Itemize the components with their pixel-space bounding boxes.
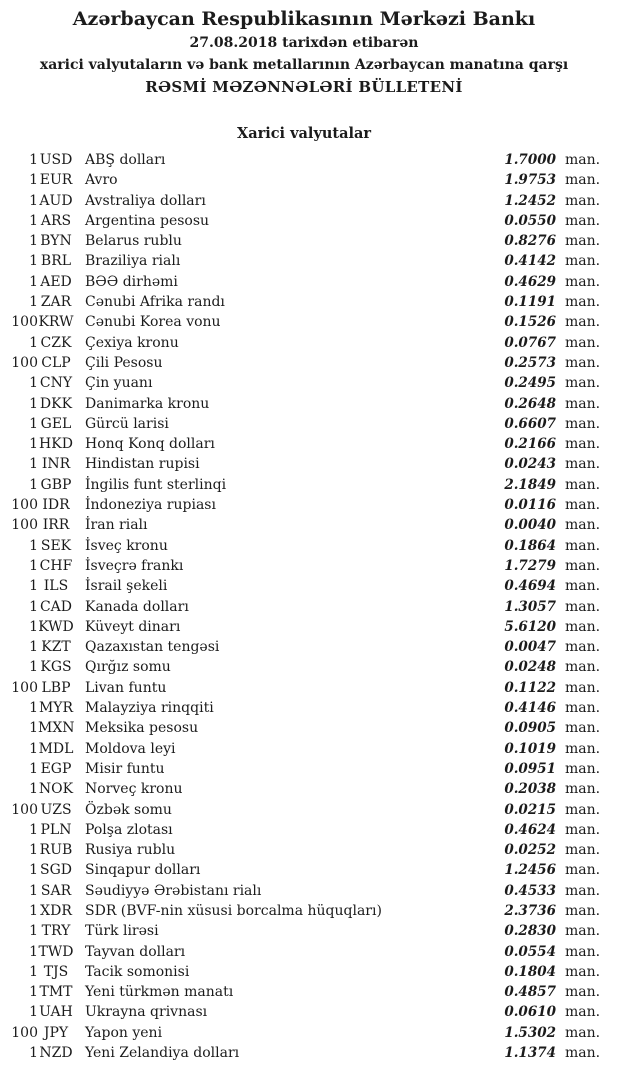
- currency-row-eur: [6, 170, 602, 190]
- currency-quantity: 1: [29, 963, 38, 980]
- currency-unit: man.: [565, 760, 601, 777]
- currency-rate: 0.0248: [504, 659, 556, 676]
- currency-rate: 2.1849: [504, 476, 556, 493]
- currency-unit: man.: [565, 821, 601, 838]
- currency-code: TRY: [41, 923, 71, 940]
- currency-row-ars: [6, 211, 602, 231]
- currency-code: IDR: [42, 497, 70, 514]
- currency-unit: man.: [565, 842, 601, 859]
- currency-rate: 0.0252: [504, 842, 556, 859]
- currency-unit: man.: [565, 212, 601, 229]
- currency-quantity: 1: [29, 1004, 38, 1021]
- currency-row-gel: [6, 414, 602, 434]
- currency-rate: 0.1864: [504, 537, 556, 554]
- currency-code: AUD: [39, 192, 73, 209]
- currency-row-nzd: [6, 1043, 602, 1063]
- currency-quantity: 1: [29, 984, 38, 1001]
- currency-row-brl: [6, 251, 602, 271]
- currency-unit: man.: [565, 1045, 601, 1062]
- currency-rate: 0.4533: [504, 882, 556, 899]
- currency-name: Norveç kronu: [85, 781, 183, 798]
- currency-code: BYN: [40, 233, 72, 250]
- currency-name: Yeni Zelandiya dolları: [85, 1045, 240, 1062]
- currency-rate: 0.2830: [504, 923, 556, 940]
- currency-rate: 1.2456: [504, 862, 556, 879]
- currency-name: Malayziya rinqqiti: [85, 700, 214, 717]
- currency-code: CHF: [39, 557, 73, 574]
- currency-quantity: 1: [29, 334, 38, 351]
- currency-unit: man.: [565, 984, 601, 1001]
- currency-unit: man.: [565, 395, 601, 412]
- currency-name: Avstraliya dolları: [85, 192, 206, 209]
- currency-rate: 0.2166: [504, 436, 556, 453]
- currency-unit: man.: [565, 902, 601, 919]
- currency-rate: 1.9753: [504, 172, 556, 189]
- currency-row-chf: [6, 556, 602, 576]
- currency-code: KGS: [40, 659, 72, 676]
- currency-unit: man.: [565, 679, 601, 696]
- currency-rate: 0.0550: [504, 212, 556, 229]
- currency-name: Cənubi Korea vonu: [85, 314, 221, 331]
- currency-quantity: 100: [11, 679, 38, 696]
- currency-row-cad: [6, 597, 602, 617]
- currency-code: GBP: [40, 476, 72, 493]
- currency-quantity: 1: [29, 618, 38, 635]
- currency-row-tmt: [6, 982, 602, 1002]
- currency-quantity: 100: [11, 354, 38, 371]
- currency-code: ZAR: [40, 294, 72, 311]
- currency-code: BRL: [40, 253, 72, 270]
- currency-code: RUB: [39, 842, 73, 859]
- currency-quantity: 1: [29, 902, 38, 919]
- currency-rate: 0.4142: [504, 253, 556, 270]
- currency-code: NOK: [38, 781, 74, 798]
- currency-rate: 0.0767: [504, 334, 556, 351]
- currency-unit: man.: [565, 273, 601, 290]
- currency-name: Belarus rublu: [85, 233, 182, 250]
- currency-quantity: 1: [29, 821, 38, 838]
- currency-row-mxn: [6, 718, 602, 738]
- currency-code: KWD: [38, 618, 74, 635]
- currency-unit: man.: [565, 557, 601, 574]
- currency-name: Səudiyyə Ərəbistanı rialı: [85, 882, 262, 899]
- currency-row-hkd: [6, 434, 602, 454]
- currency-rate: 0.1191: [504, 294, 556, 311]
- currency-name: Çili Pesosu: [85, 354, 163, 371]
- currency-name: Çin yuanı: [85, 375, 153, 392]
- currency-name: Polşa zlotası: [85, 821, 173, 838]
- currency-code: KRW: [38, 314, 74, 331]
- currency-rate: 0.4146: [504, 700, 556, 717]
- currency-name: Gürcü larisi: [85, 415, 169, 432]
- currency-row-uzs: [6, 800, 602, 820]
- currency-quantity: 1: [29, 375, 38, 392]
- currency-name: Danimarka kronu: [85, 395, 210, 412]
- currency-quantity: 1: [29, 842, 38, 859]
- currency-unit: man.: [565, 923, 601, 940]
- currency-quantity: 1: [29, 192, 38, 209]
- currency-quantity: 100: [11, 1024, 38, 1041]
- currency-unit: man.: [565, 943, 601, 960]
- currency-name: Rusiya rublu: [85, 842, 176, 859]
- currency-unit: man.: [565, 1024, 601, 1041]
- currency-quantity: 1: [29, 294, 38, 311]
- currency-rate: 1.1374: [504, 1045, 556, 1062]
- currency-unit: man.: [565, 253, 601, 270]
- currency-rate: 0.1019: [504, 740, 556, 757]
- currency-name: Livan funtu: [85, 679, 167, 696]
- currency-code: EGP: [40, 760, 72, 777]
- currency-unit: man.: [565, 476, 601, 493]
- currency-unit: man.: [565, 740, 601, 757]
- currency-unit: man.: [565, 963, 601, 980]
- currency-code: KZT: [41, 639, 71, 656]
- currency-quantity: 1: [29, 862, 38, 879]
- currency-code: GEL: [40, 415, 72, 432]
- currency-name: Tayvan dolları: [85, 943, 186, 960]
- currency-name: Türk lirəsi: [85, 923, 159, 940]
- currency-quantity: 1: [29, 598, 38, 615]
- currency-code: PLN: [40, 821, 72, 838]
- currency-unit: man.: [565, 801, 601, 818]
- currency-rate: 0.1804: [504, 963, 556, 980]
- currency-name: İndoneziya rupiası: [85, 497, 216, 514]
- currency-unit: man.: [565, 294, 601, 311]
- currency-rate: 0.8276: [504, 233, 556, 250]
- currency-name: Braziliya rialı: [85, 253, 181, 270]
- currency-rate: 0.1526: [504, 314, 556, 331]
- currency-quantity: 100: [11, 314, 38, 331]
- currency-code: ARS: [40, 212, 72, 229]
- currency-quantity: 100: [11, 497, 38, 514]
- currency-rate: 0.0905: [504, 720, 556, 737]
- currency-row-czk: [6, 333, 602, 353]
- currency-code: CZK: [40, 334, 72, 351]
- currency-quantity: 1: [29, 781, 38, 798]
- currency-unit: man.: [565, 700, 601, 717]
- currency-quantity: 1: [29, 882, 38, 899]
- currency-unit: man.: [565, 882, 601, 899]
- currency-quantity: 1: [29, 395, 38, 412]
- currency-unit: man.: [565, 192, 601, 209]
- currency-unit: man.: [565, 415, 601, 432]
- currency-code: HKD: [39, 436, 73, 453]
- currency-unit: man.: [565, 517, 601, 534]
- currency-rate: 1.7279: [504, 557, 556, 574]
- currency-rate: 5.6120: [504, 618, 556, 635]
- currency-unit: man.: [565, 862, 601, 879]
- currency-unit: man.: [565, 659, 601, 676]
- currency-rate: 0.2038: [504, 781, 556, 798]
- currency-code: NZD: [39, 1045, 73, 1062]
- currency-quantity: 1: [29, 943, 38, 960]
- currency-rate: 0.4629: [504, 273, 556, 290]
- currency-row-inr: [6, 454, 602, 474]
- currency-row-kzt: [6, 637, 602, 657]
- currency-rate: 0.4694: [504, 578, 556, 595]
- currency-row-zar: [6, 292, 602, 312]
- currency-code: JPY: [43, 1024, 69, 1041]
- currency-name: İran rialı: [85, 517, 148, 534]
- currency-row-idr: [6, 495, 602, 515]
- currency-name: Qazaxıstan tengəsi: [85, 639, 220, 656]
- currency-row-aud: [6, 191, 602, 211]
- currency-quantity: 1: [29, 476, 38, 493]
- currency-row-sar: [6, 881, 602, 901]
- currency-quantity: 1: [29, 557, 38, 574]
- currency-quantity: 1: [29, 578, 38, 595]
- currency-quantity: 1: [29, 923, 38, 940]
- currency-rate: 0.0047: [504, 639, 556, 656]
- currency-row-cny: [6, 373, 602, 393]
- currency-row-krw: [6, 312, 602, 332]
- effective-date-line: 27.08.2018 tarixdən etibarən: [189, 35, 419, 51]
- currency-name: İngilis funt sterlinqi: [85, 476, 227, 493]
- currency-rate: 0.6607: [504, 415, 556, 432]
- currency-quantity: 1: [29, 415, 38, 432]
- currency-rate: 0.2573: [504, 354, 556, 371]
- currency-quantity: 1: [29, 720, 38, 737]
- currency-name: Sinqapur dolları: [85, 862, 201, 879]
- currency-rates-table: [6, 150, 602, 1063]
- currency-code: USD: [39, 152, 73, 168]
- currency-row-tjs: [6, 962, 602, 982]
- currency-code: TJS: [43, 963, 69, 980]
- currency-row-uah: [6, 1002, 602, 1022]
- currency-name: ABŞ dolları: [85, 152, 166, 168]
- currency-code: UZS: [40, 801, 72, 818]
- currency-name: İsveçrə frankı: [85, 557, 184, 574]
- currency-name: Argentina pesosu: [85, 212, 210, 229]
- currency-rate: 0.0243: [504, 456, 556, 473]
- currency-quantity: 1: [29, 760, 38, 777]
- currency-row-egp: [6, 759, 602, 779]
- currency-unit: man.: [565, 233, 601, 250]
- currency-unit: man.: [565, 720, 601, 737]
- currency-row-aed: [6, 272, 602, 292]
- currency-unit: man.: [565, 436, 601, 453]
- currency-row-xdr: [6, 901, 602, 921]
- currency-code: CAD: [39, 598, 73, 615]
- currency-unit: man.: [565, 497, 601, 514]
- currency-unit: man.: [565, 354, 601, 371]
- currency-rate: 0.0116: [504, 497, 556, 514]
- currency-unit: man.: [565, 375, 601, 392]
- currency-row-kwd: [6, 617, 602, 637]
- currency-row-try: [6, 921, 602, 941]
- currency-unit: man.: [565, 152, 601, 168]
- currency-name: Cənubi Afrika randı: [85, 294, 225, 311]
- currency-name: Meksika pesosu: [85, 720, 199, 737]
- currency-quantity: 1: [29, 212, 38, 229]
- currency-unit: man.: [565, 314, 601, 331]
- currency-name: Küveyt dinarı: [85, 618, 181, 635]
- currency-code: MXN: [38, 720, 75, 737]
- currency-quantity: 1: [29, 740, 38, 757]
- currency-unit: man.: [565, 334, 601, 351]
- currency-row-byn: [6, 231, 602, 251]
- currency-code: MYR: [38, 700, 74, 717]
- currency-name: Özbək somu: [85, 801, 172, 818]
- currency-rate: 0.0554: [504, 943, 556, 960]
- currency-name: Tacik somonisi: [85, 963, 190, 980]
- currency-rate: 0.0951: [504, 760, 556, 777]
- currency-name: Misir funtu: [85, 760, 165, 777]
- currency-row-sgd: [6, 860, 602, 880]
- currency-rate: 1.2452: [504, 192, 556, 209]
- currency-quantity: 1: [29, 1045, 38, 1062]
- currency-unit: man.: [565, 537, 601, 554]
- currency-unit: man.: [565, 578, 601, 595]
- currency-unit: man.: [565, 598, 601, 615]
- document-header: [6, 6, 602, 98]
- currency-unit: man.: [565, 618, 601, 635]
- currency-quantity: 1: [29, 456, 38, 473]
- currency-quantity: 1: [29, 639, 38, 656]
- currency-row-clp: [6, 353, 602, 373]
- section-title-foreign-currencies: Xarici valyutalar: [236, 125, 372, 142]
- currency-code: SGD: [40, 862, 72, 879]
- currency-name: SDR (BVF-nin xüsusi borcalma hüquqları): [85, 902, 382, 919]
- currency-quantity: 1: [29, 172, 38, 189]
- currency-quantity: 100: [11, 517, 38, 534]
- currency-row-sek: [6, 536, 602, 556]
- currency-code: ILS: [43, 578, 69, 595]
- currency-name: Avro: [85, 172, 118, 189]
- currency-name: İsrail şekeli: [85, 578, 168, 595]
- currency-name: Honq Konq dolları: [85, 436, 215, 453]
- currency-rate: 0.0215: [504, 801, 556, 818]
- currency-quantity: 1: [29, 233, 38, 250]
- currency-rate: 0.4624: [504, 821, 556, 838]
- currency-quantity: 1: [29, 659, 38, 676]
- currency-unit: man.: [565, 172, 601, 189]
- currency-rate: 0.2648: [504, 395, 556, 412]
- currency-rate: 0.0610: [504, 1004, 556, 1021]
- currency-row-dkk: [6, 394, 602, 414]
- currency-code: EUR: [39, 172, 73, 189]
- currency-name: Yapon yeni: [85, 1024, 163, 1041]
- currency-name: Qırğız somu: [85, 659, 171, 676]
- currency-code: XDR: [40, 902, 72, 919]
- currency-quantity: 1: [29, 700, 38, 717]
- currency-code: AED: [40, 273, 72, 290]
- currency-row-kgs: [6, 657, 602, 677]
- currency-name: Kanada dolları: [85, 598, 189, 615]
- currency-rate: 1.5302: [504, 1024, 556, 1041]
- currency-row-rub: [6, 840, 602, 860]
- currency-rate: 0.1122: [504, 679, 556, 696]
- currency-code: CLP: [41, 354, 71, 371]
- currency-quantity: 1: [29, 152, 38, 168]
- currency-code: SEK: [40, 537, 72, 554]
- currency-rate: 0.0040: [504, 517, 556, 534]
- currency-quantity: 100: [11, 801, 38, 818]
- currency-row-mdl: [6, 739, 602, 759]
- currency-code: IRR: [42, 517, 70, 534]
- currency-row-ils: [6, 576, 602, 596]
- bulletin-title: RƏSMİ MƏZƏNNƏLƏRİ BÜLLETENİ: [145, 78, 463, 96]
- bank-title: Azərbaycan Respublikasının Mərkəzi Bankı: [72, 8, 536, 30]
- currency-unit: man.: [565, 456, 601, 473]
- currency-row-jpy: [6, 1023, 602, 1043]
- currency-unit: man.: [565, 639, 601, 656]
- currency-quantity: 1: [29, 273, 38, 290]
- currency-name: Çexiya kronu: [85, 334, 179, 351]
- currency-quantity: 1: [29, 253, 38, 270]
- currency-unit: man.: [565, 1004, 601, 1021]
- currency-rate: 1.3057: [504, 598, 556, 615]
- currency-code: INR: [41, 456, 71, 473]
- document-subtitle: xarici valyutaların və bank metallarının Azərbaycan manatına qarşı: [39, 57, 569, 73]
- currency-code: DKK: [39, 395, 73, 412]
- currency-code: CNY: [39, 375, 73, 392]
- currency-row-twd: [6, 942, 602, 962]
- currency-quantity: 1: [29, 436, 38, 453]
- currency-name: BƏƏ dirhəmi: [85, 273, 178, 290]
- currency-rate: 0.4857: [504, 984, 556, 1001]
- currency-name: Yeni türkmən manatı: [85, 984, 234, 1001]
- currency-name: Ukrayna qrivnası: [85, 1004, 208, 1021]
- currency-row-nok: [6, 779, 602, 799]
- currency-unit: man.: [565, 781, 601, 798]
- currency-row-pln: [6, 820, 602, 840]
- currency-row-gbp: [6, 475, 602, 495]
- currency-code: TMT: [39, 984, 73, 1001]
- currency-code: UAH: [39, 1004, 73, 1021]
- currency-code: LBP: [41, 679, 71, 696]
- currency-code: SAR: [40, 882, 72, 899]
- currency-row-lbp: [6, 678, 602, 698]
- currency-name: İsveç kronu: [85, 537, 168, 554]
- currency-row-irr: [6, 515, 602, 535]
- currency-name: Hindistan rupisi: [85, 456, 200, 473]
- currency-rate: 1.7000: [504, 152, 556, 168]
- currency-code: TWD: [38, 943, 74, 960]
- currency-row-myr: [6, 698, 602, 718]
- currency-row-usd: [6, 150, 602, 170]
- currency-rate: 2.3736: [504, 902, 556, 919]
- currency-quantity: 1: [29, 537, 38, 554]
- currency-code: MDL: [38, 740, 74, 757]
- currency-name: Moldova leyi: [85, 740, 176, 757]
- currency-rate: 0.2495: [504, 375, 556, 392]
